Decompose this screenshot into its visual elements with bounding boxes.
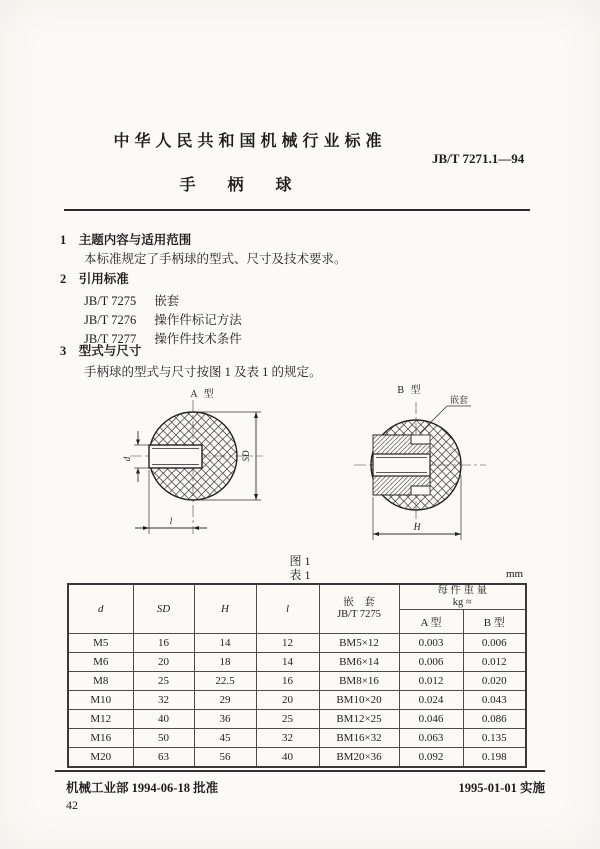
section-3-heading: 3 型式与尺寸 <box>60 344 142 358</box>
arrowhead <box>136 440 140 446</box>
cell-weight-b: 0.012 <box>463 653 526 672</box>
arrowhead <box>373 532 379 536</box>
standard-number: JB/T 7271.1—94 <box>432 151 525 166</box>
cell-l: 16 <box>256 672 319 691</box>
cell-l: 40 <box>256 748 319 768</box>
table-caption: 表 1 <box>289 568 311 582</box>
cell-l: 32 <box>256 729 319 748</box>
cell-h: 45 <box>194 729 256 748</box>
weight-header-title: 每 件 重 量 <box>437 585 488 596</box>
cell-d: M12 <box>68 710 133 729</box>
table-row <box>68 710 526 729</box>
cell-weight-a: 0.012 <box>399 672 463 691</box>
notch <box>411 486 430 495</box>
cell-sleeve: BM10×20 <box>319 691 399 710</box>
table-unit: mm <box>506 568 524 580</box>
reference-item <box>84 310 242 328</box>
cell-d: M6 <box>68 653 133 672</box>
dim-h-label: H <box>413 523 421 533</box>
cell-weight-b: 0.006 <box>463 634 526 653</box>
cell-l: 12 <box>256 634 319 653</box>
page-number: 42 <box>66 798 78 812</box>
cell-weight-b: 0.043 <box>463 691 526 710</box>
document-title: 手 柄 球 <box>179 177 306 194</box>
cell-weight-a: 0.063 <box>399 729 463 748</box>
approval-note: 机械工业部 1994-06-18 批准 <box>66 781 219 795</box>
cell-weight-b: 0.086 <box>463 710 526 729</box>
arrowhead <box>455 532 461 536</box>
table-row <box>68 729 526 748</box>
col-header-weight <box>399 584 526 610</box>
section-1-heading: 1 主题内容与适用范围 <box>60 233 192 247</box>
cell-sleeve: BM8×16 <box>319 672 399 691</box>
cell-sd: 32 <box>133 691 194 710</box>
cell-d: M20 <box>68 748 133 768</box>
cell-sleeve: BM16×32 <box>319 729 399 748</box>
footer-divider <box>55 770 545 772</box>
cell-weight-b: 0.135 <box>463 729 526 748</box>
col-header-sd: SD <box>133 584 194 634</box>
cell-sd: 25 <box>133 672 194 691</box>
col-header-l: l <box>256 584 319 634</box>
cell-weight-a: 0.003 <box>399 634 463 653</box>
cell-h: 18 <box>194 653 256 672</box>
cell-sd: 20 <box>133 653 194 672</box>
sleeve-callout-label: 嵌套 <box>449 395 469 405</box>
cell-sleeve: BM12×25 <box>319 710 399 729</box>
reference-item <box>84 291 179 309</box>
table-row <box>68 672 526 691</box>
col-header-sleeve <box>319 584 399 634</box>
cell-weight-a: 0.046 <box>399 710 463 729</box>
cell-sleeve: BM20×36 <box>319 748 399 768</box>
reference-code: JB/T 7275 <box>84 294 137 308</box>
col-header-type-b: B 型 <box>463 610 526 634</box>
type-b-label: B 型 <box>397 385 423 396</box>
type-b-drawing <box>340 378 536 554</box>
dim-sd-label: SD <box>241 450 251 462</box>
notch <box>411 435 430 444</box>
cell-d: M16 <box>68 729 133 748</box>
cell-sd: 40 <box>133 710 194 729</box>
reference-name: 操作件技术条件 <box>154 332 242 346</box>
implementation-note: 1995-01-01 实施 <box>458 781 545 795</box>
col-header-d: d <box>68 584 133 634</box>
cell-weight-b: 0.020 <box>463 672 526 691</box>
sleeve-header-standard: JB/T 7275 <box>337 609 381 620</box>
cell-sd: 16 <box>133 634 194 653</box>
cell-h: 29 <box>194 691 256 710</box>
reference-name: 嵌套 <box>154 294 180 308</box>
dim-d-label: d <box>122 456 132 462</box>
reference-name: 操作件标记方法 <box>154 313 242 327</box>
sleeve-header-title: 嵌 套 <box>343 597 375 608</box>
arrowhead <box>193 526 199 530</box>
table-row <box>68 691 526 710</box>
cell-h: 22.5 <box>194 672 256 691</box>
cell-weight-a: 0.006 <box>399 653 463 672</box>
cell-weight-a: 0.024 <box>399 691 463 710</box>
arrowhead <box>254 494 258 500</box>
col-header-type-a: A 型 <box>399 610 463 634</box>
cell-h: 14 <box>194 634 256 653</box>
col-header-h: H <box>194 584 256 634</box>
header-divider <box>64 209 530 211</box>
cell-weight-a: 0.092 <box>399 748 463 768</box>
cell-l: 14 <box>256 653 319 672</box>
type-a-label: A 型 <box>190 389 216 400</box>
arrowhead <box>136 468 140 474</box>
cell-l: 25 <box>256 710 319 729</box>
reference-code: JB/T 7276 <box>84 313 137 327</box>
table-row <box>68 634 526 653</box>
standard-org-title: 中华人民共和国机械行业标准 <box>113 133 387 150</box>
cell-sleeve: BM5×12 <box>319 634 399 653</box>
cell-d: M10 <box>68 691 133 710</box>
section-1-body: 本标准规定了手柄球的型式、尺寸及技术要求。 <box>84 252 347 266</box>
cell-weight-b: 0.198 <box>463 748 526 768</box>
cell-sleeve: BM6×14 <box>319 653 399 672</box>
cell-d: M5 <box>68 634 133 653</box>
cell-h: 56 <box>194 748 256 768</box>
dimension-table <box>67 583 527 768</box>
type-a-drawing <box>108 384 290 546</box>
section-2-heading: 2 引用标准 <box>60 272 129 286</box>
figure-caption: 图 1 <box>289 554 311 568</box>
cell-h: 36 <box>194 710 256 729</box>
table-row <box>68 748 526 768</box>
table-row <box>68 653 526 672</box>
weight-header-unit: kg ≈ <box>452 597 472 608</box>
section-3-body: 手柄球的型式与尺寸按图 1 及表 1 的规定。 <box>84 365 322 379</box>
cell-sd: 63 <box>133 748 194 768</box>
reference-code: JB/T 7277 <box>84 332 137 346</box>
arrowhead <box>254 412 258 418</box>
cell-d: M8 <box>68 672 133 691</box>
cell-l: 20 <box>256 691 319 710</box>
arrowhead <box>143 526 149 530</box>
dim-l-label: l <box>169 516 173 526</box>
cell-sd: 50 <box>133 729 194 748</box>
